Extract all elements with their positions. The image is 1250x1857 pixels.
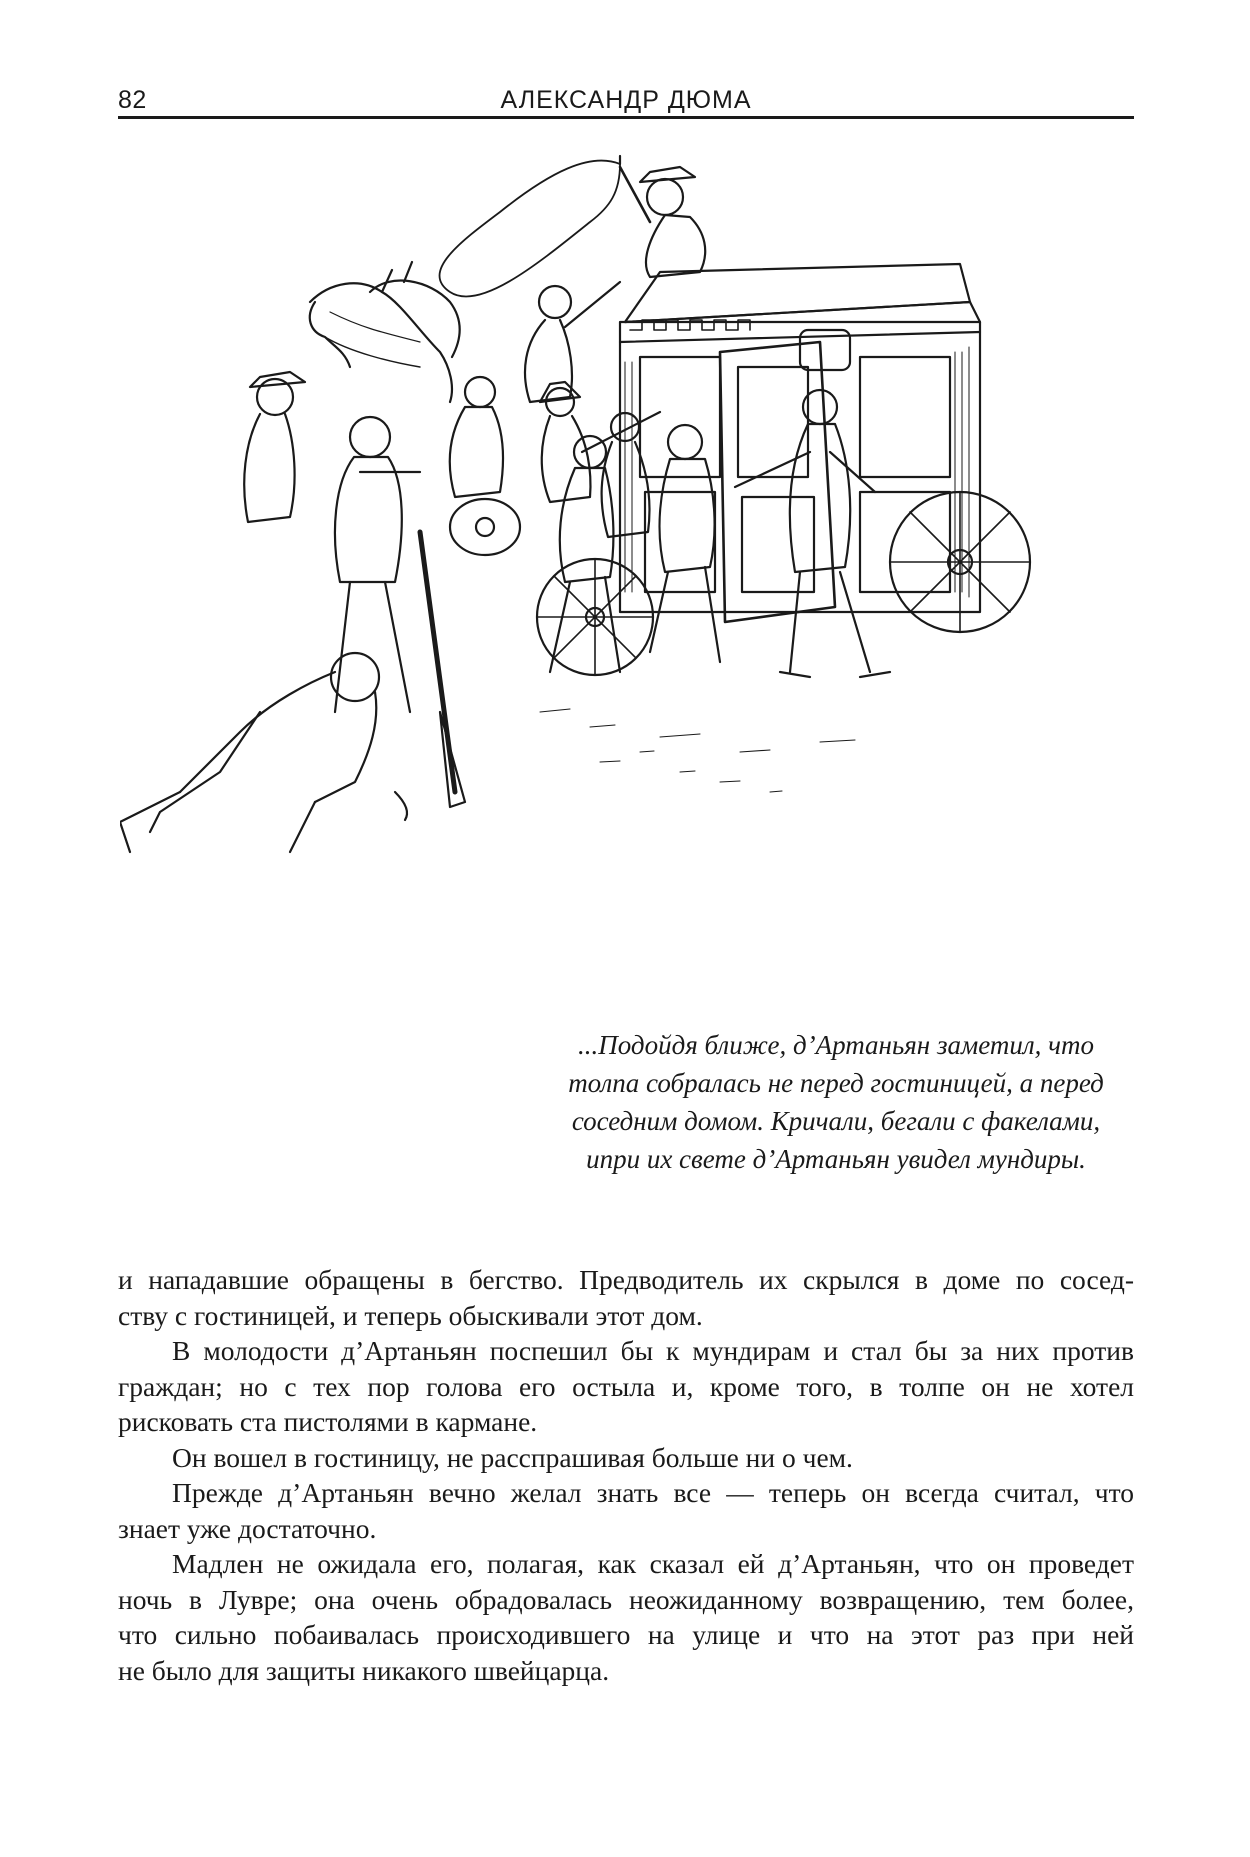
text-line: В молодости д’Артаньян поспешил бы к мундирам и стал бы за них против [172, 1335, 1134, 1366]
paragraph [118, 1546, 1134, 1688]
text-line: ству с гостиницей, и теперь обыскивали этот дом. [118, 1299, 703, 1331]
paragraph [118, 1475, 1134, 1546]
text-line: Он вошел в гостиницу, не расспрашивая больше ни о чем. [172, 1441, 853, 1473]
body-text [118, 1262, 1134, 1688]
illustration-drawing [120, 152, 1130, 1032]
caption-line: соседним домом. Кричали, бегали с факелами, [571, 1106, 1101, 1136]
horses [310, 262, 460, 402]
text-line: знает уже достаточно. [118, 1512, 377, 1544]
illustration [120, 152, 1130, 1032]
illustration-caption [540, 1026, 1132, 1178]
text-line: ночь в Лувре; она очень обрадовалась неожиданному возвращению, тем более, [118, 1583, 1134, 1615]
text-line: граждан; но с тех пор голова его остыла и, кроме того, в толпе он не хотел [118, 1370, 1134, 1402]
coachman [620, 167, 705, 277]
crawling-man [120, 653, 407, 852]
text-line: Мадлен не ожидала его, полагая, как сказал ей д’Артаньян, что он проведет [172, 1548, 1134, 1579]
running-head-author: АЛЕКСАНДР ДЮМА [500, 86, 752, 114]
front-wheel [537, 559, 653, 675]
header-rule [118, 116, 1134, 119]
paragraph [118, 1262, 1134, 1333]
text-line: рисковать ста пистолями в кармане. [118, 1406, 538, 1437]
caption-line: ...Подойдя ближе, д’Артаньян заметил, что [578, 1030, 1094, 1060]
caption-line: толпа собралась не перед гостиницей, а перед [568, 1068, 1104, 1098]
text-line: Прежде д’Артаньян вечно желал знать все — теперь он всегда считал, что [172, 1477, 1134, 1508]
whip [440, 156, 620, 297]
paragraph [118, 1440, 1134, 1476]
ground [540, 709, 855, 792]
text-line: не было для защиты никакого швейцарца. [118, 1654, 610, 1686]
crowd [244, 282, 890, 807]
text-line: что сильно побаивалась происходившего на улице и что на этот раз при ней [118, 1619, 1134, 1650]
caption-line: ипри их свете д’Артаньян увидел мундиры. [586, 1144, 1086, 1174]
text-line: и нападавшие обращены в бегство. Предводитель их скрылся в доме по сосед- [118, 1264, 1134, 1295]
page-number: 82 [118, 86, 147, 114]
paragraph [118, 1333, 1134, 1440]
rear-wheel [890, 492, 1030, 632]
